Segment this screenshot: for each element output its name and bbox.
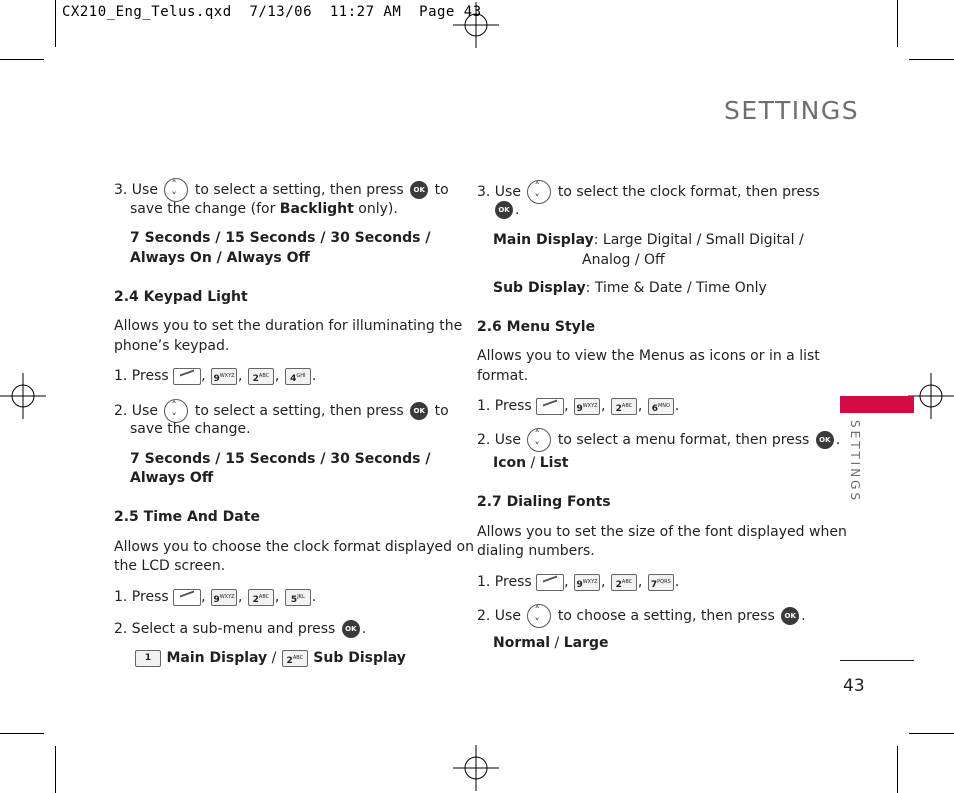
step-text: save the change (for Backlight only). — [130, 201, 398, 217]
step-text: OK . — [493, 201, 519, 220]
navigation-key-icon — [527, 180, 551, 204]
section-heading: 2.7 Dialing Fonts — [477, 494, 611, 510]
registration-mark-icon — [453, 745, 499, 791]
option-list: Icon / List — [493, 455, 569, 471]
registration-mark-icon — [908, 373, 954, 419]
section-tab-bar — [840, 396, 914, 413]
registration-mark-icon — [453, 2, 499, 48]
crop-mark — [0, 59, 44, 60]
step-text: 2. Use ˄ ˅ to select a setting, then press OK to — [114, 399, 449, 423]
key-6-icon: $6^{MNO}$ — [648, 398, 674, 415]
step-text: 1. Press , $9^{WXYZ}$ , $2^{ABC}$ , $7^{PQRS}$ . — [477, 574, 680, 590]
key-2-icon: $2^{ABC}$ — [611, 574, 637, 591]
key-9-icon: $9^{WXYZ}$ — [211, 589, 237, 606]
option-list: 7 Seconds / 15 Seconds / 30 Seconds / — [130, 451, 431, 467]
paragraph: Allows you to view the Menus as icons or in a list — [477, 348, 820, 364]
key-2-icon: $2^{ABC}$ — [282, 650, 308, 667]
crop-mark — [909, 733, 954, 734]
key-7-icon: $7^{PQRS}$ — [648, 574, 674, 591]
key-9-icon: $9^{WXYZ}$ — [574, 574, 600, 591]
crop-mark — [55, 0, 56, 47]
ok-key-icon: OK — [495, 201, 513, 219]
section-heading: 2.5 Time And Date — [114, 509, 260, 525]
navigation-key-icon — [527, 604, 551, 628]
step-text: 2. Use ˄ ˅ to select a menu format, then press OK . — [477, 428, 840, 452]
option-list: 7 Seconds / 15 Seconds / 30 Seconds / — [130, 230, 431, 246]
navigation-key-icon — [164, 178, 188, 202]
option-list: Normal / Large — [493, 635, 609, 651]
option-list: Analog / Off — [582, 252, 665, 268]
printer-slug: CX210_Eng_Telus.qxd 7/13/06 11:27 AM Page 43 — [62, 4, 482, 20]
crop-mark — [909, 59, 954, 60]
section-heading: 2.4 Keypad Light — [114, 289, 248, 305]
paragraph: phone’s keypad. — [114, 338, 230, 354]
option-list: Sub Display: Time & Date / Time Only — [493, 280, 767, 296]
navigation-key-icon — [527, 428, 551, 452]
key-2-icon: $2^{ABC}$ — [611, 398, 637, 415]
step-text: 3. Use ˄ ˅ to select the clock format, then press — [477, 180, 820, 204]
paragraph: dialing numbers. — [477, 543, 595, 559]
step-text: 1. Press , $9^{WXYZ}$ , $2^{ABC}$ , $4^{GHI}$ . — [114, 368, 317, 384]
paragraph: Allows you to set the duration for illuminating the — [114, 318, 463, 334]
paragraph: the LCD screen. — [114, 558, 226, 574]
crop-mark — [0, 733, 44, 734]
menu-key-icon — [536, 574, 564, 591]
ok-key-icon: OK — [816, 431, 834, 449]
step-text: save the change. — [130, 421, 251, 437]
page-number: 43 — [843, 676, 865, 696]
step-text: 2. Select a sub-menu and press OK . — [114, 621, 367, 637]
page-title: SETTINGS — [724, 96, 860, 125]
section-tab-label: SETTINGS — [848, 420, 862, 504]
step-text: 3. Use ˄ ˅ to select a setting, then press OK to — [114, 178, 449, 202]
section-heading: 2.6 Menu Style — [477, 319, 596, 335]
ok-key-icon: OK — [781, 607, 799, 625]
key-5-icon: $5^{JKL}$ — [285, 589, 311, 606]
key-1-icon: 1 — [135, 650, 161, 667]
step-text: 2. Use ˄ ˅ to choose a setting, then press OK . — [477, 604, 806, 628]
paragraph: Allows you to set the size of the font displayed when — [477, 524, 847, 540]
step-text: 1. Press , $9^{WXYZ}$ , $2^{ABC}$ , $5^{JKL}$ . — [114, 589, 317, 605]
key-4-icon: $4^{GHI}$ — [285, 368, 311, 385]
ok-key-icon: OK — [342, 620, 360, 638]
ok-key-icon: OK — [410, 402, 428, 420]
menu-key-icon — [536, 398, 564, 415]
paragraph: Allows you to choose the clock format displayed on — [114, 539, 474, 555]
footer-rule — [840, 660, 914, 661]
key-2-icon: $2^{ABC}$ — [248, 589, 274, 606]
option-list: Always On / Always Off — [130, 250, 310, 266]
crop-mark — [55, 746, 56, 793]
key-2-icon: $2^{ABC}$ — [248, 368, 274, 385]
ok-key-icon: OK — [410, 181, 428, 199]
option-list: 1 Main Display / $2^{ABC}$ Sub Display — [134, 649, 406, 668]
registration-mark-icon — [0, 373, 46, 419]
menu-key-icon — [173, 589, 201, 606]
option-list: Always Off — [130, 470, 214, 486]
crop-mark — [897, 746, 898, 793]
key-9-icon: $9^{WXYZ}$ — [574, 398, 600, 415]
paragraph: format. — [477, 368, 529, 384]
step-text: 1. Press , $9^{WXYZ}$ , $2^{ABC}$ , $6^{MNO}$ . — [477, 398, 680, 414]
key-9-icon: $9^{WXYZ}$ — [211, 368, 237, 385]
menu-key-icon — [173, 368, 201, 385]
crop-mark — [897, 0, 898, 47]
option-list: Main Display: Large Digital / Small Digital / — [493, 232, 804, 248]
